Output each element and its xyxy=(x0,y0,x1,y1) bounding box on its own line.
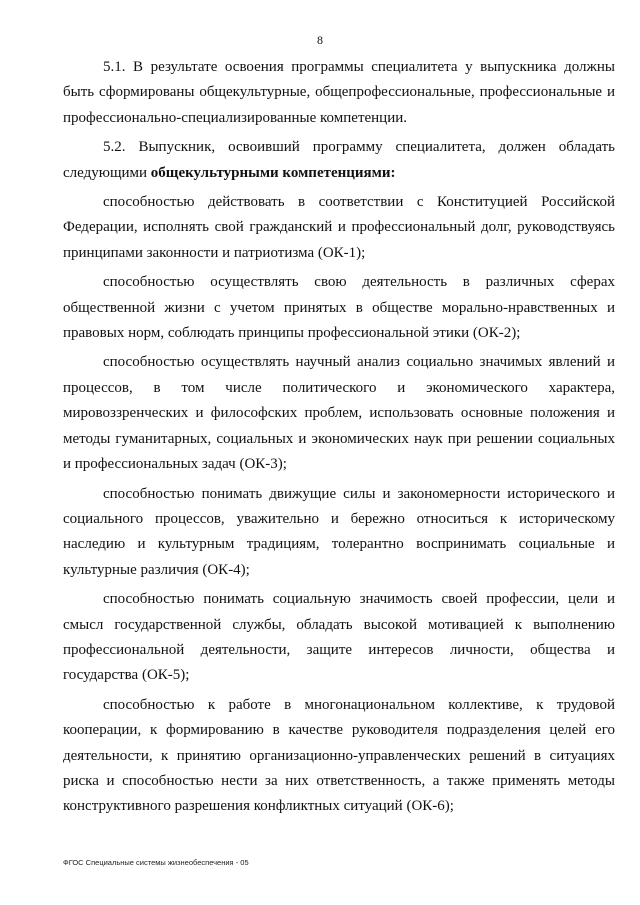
competency-ok-1: способностью действовать в соответствии с Конституцией Российской Федерации, исполнять свой гражданский и профессиональный долг, руководствуясь принципами законности и патриотизма (ОК-1); xyxy=(63,194,615,261)
paragraph-5-2 xyxy=(63,135,615,186)
competency-ok-3: способностью осуществлять научный анализ социально значимых явлений и процессов, в том числе политического и экономического характера, мировоззренческих и философских проблем, использовать основные положения и методы гуманитарных, социальных и экономических наук при решении социальных и профессиональных задач (ОК-3); xyxy=(63,354,615,473)
competency-ok-2: способностью осуществлять свою деятельность в различных сферах общественной жизни с учетом принятых в обществе морально-нравственных и правовых норм, соблюдать принципы профессиональной этики (ОК-2); xyxy=(63,274,615,342)
competency-ok-4: способностью понимать движущие силы и закономерности исторического и социального процессов, уважительно и бережно относиться к историческому наследию и культурным традициям, толерантно воспринимать социальные и культурные различия (ОК-4); xyxy=(63,485,615,578)
document-body xyxy=(63,55,615,824)
page-number: 8 xyxy=(317,33,323,47)
competency-ok-5: способностью понимать социальную значимость своей профессии, цели и смысл государственной службы, обладать высокой мотивацией к выполнению профессиональной деятельности, защите интересов личности, общества и государства (ОК-5); xyxy=(63,591,615,684)
page-footer: ФГОС Специальные системы жизнеобеспечения - 05 xyxy=(63,858,249,867)
competencies-heading: общекультурными компетенциями: xyxy=(150,164,396,181)
competency-ok-6: способностью к работе в многонациональном коллективе, к трудовой кооперации, к формированию в качестве руководителя подразделения целей его деятельности, к принятию организационно-управленческих решений в ситуациях риска и способностью нести за них ответственность, а также применять методы конструктивного разрешения конфликтных ситуаций (ОК-6); xyxy=(63,696,615,815)
paragraph-5-1: 5.1. В результате освоения программы специалитета у выпускника должны быть сформированы общекультурные, общепрофессиональные, профессиональные и профессионально-специализированные компетенции. xyxy=(63,59,615,126)
paragraph-5-2-text: 5.2. Выпускник, освоивший программу специалитета, должен обладать следующими xyxy=(63,139,615,181)
